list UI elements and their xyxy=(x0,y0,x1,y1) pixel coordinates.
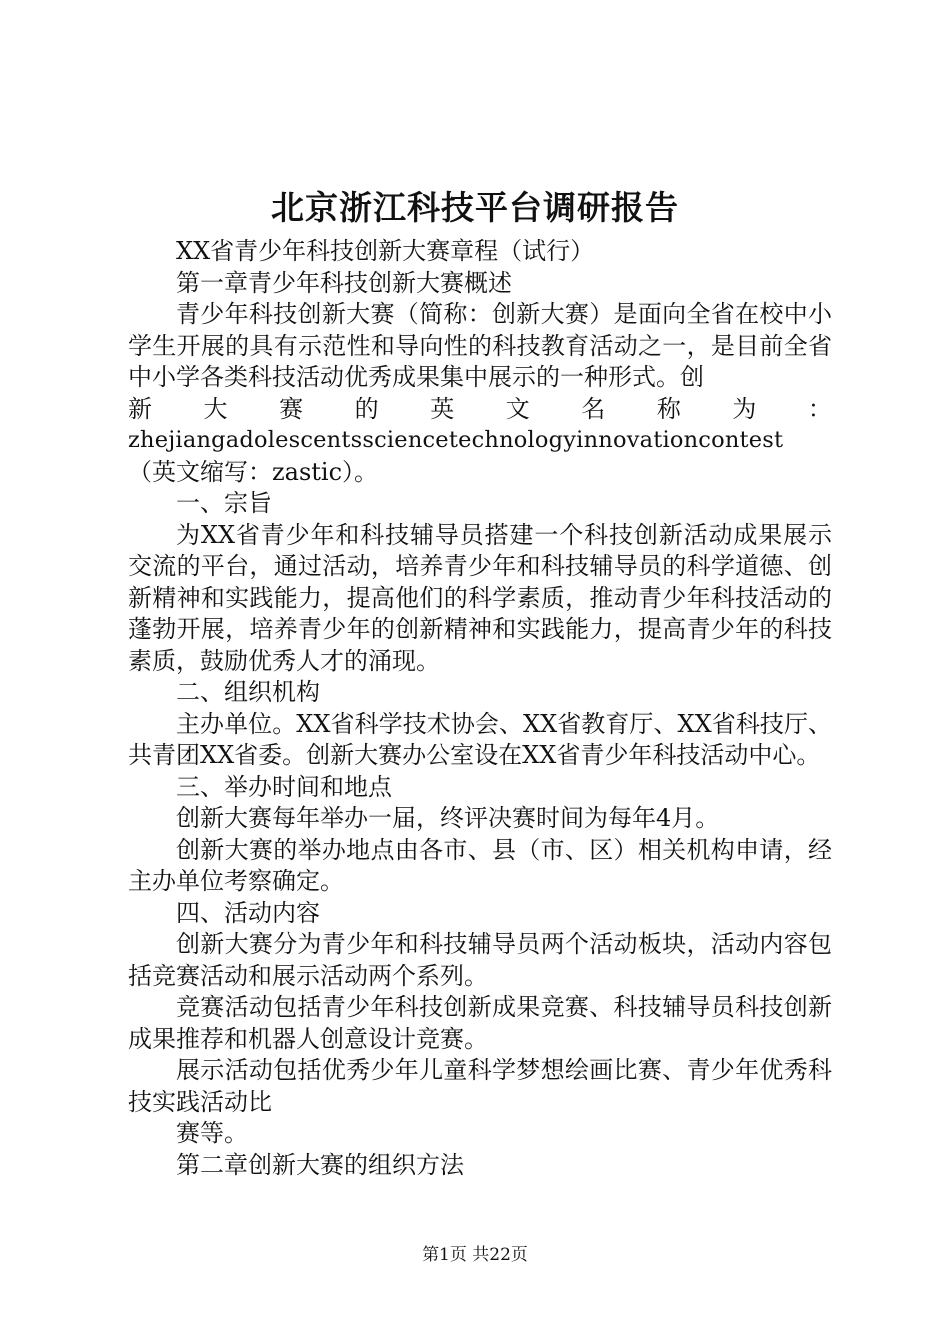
spread-char: 的 xyxy=(354,394,379,423)
paragraph-exhibition-end: 赛等。 xyxy=(176,1119,248,1147)
paragraph-time: 创新大赛每年举办一届，终评决赛时间为每年4月。 xyxy=(176,804,720,832)
spread-char: 英 xyxy=(430,394,455,423)
paragraph-place: 创新大赛的举办地点由各市、县（市、区）相关机构申请，经主办单位考察确定。 xyxy=(128,835,832,895)
paragraph-rules-title: XX省青少年科技创新大赛章程（试行） xyxy=(176,237,595,265)
paragraph-exhibition: 展示活动包括优秀少年儿童科学梦想绘画比赛、青少年优秀科技实践活动比 xyxy=(128,1056,832,1116)
paragraph-purpose: 为XX省青少年和科技辅导员搭建一个科技创新活动成果展示交流的平台，通过活动，培养青少年和科技辅导员的科学道德、创新精神和实践能力，提高他们的科学素质，推动青少年科技活动的蓬勃开展，培养青少年的创新精神和实践能力，提高青少年的科技素质，鼓励优秀人才的涌现。 xyxy=(128,520,832,675)
paragraph-chapter-2-heading: 第二章创新大赛的组织方法 xyxy=(176,1150,464,1179)
spread-char: 赛 xyxy=(279,394,304,423)
paragraph-english-name-line xyxy=(128,394,832,426)
paragraph-content: 创新大赛分为青少年和科技辅导员两个活动板块，活动内容包括竞赛活动和展示活动两个系列。 xyxy=(128,930,832,990)
paragraph-overview: 青少年科技创新大赛（简称：创新大赛）是面向全省在校中小学生开展的具有示范性和导向性的科技教育活动之一，是目前全省中小学各类科技活动优秀成果集中展示的一种形式。创 xyxy=(128,300,832,391)
section-heading-organization: 二、组织机构 xyxy=(176,678,320,706)
section-heading-purpose: 一、宗旨 xyxy=(176,489,272,517)
spread-char: 称 xyxy=(656,394,681,423)
paragraph-english-abbr: （英文缩写：zastic）。 xyxy=(128,457,379,486)
paragraph-organization: 主办单位。XX省科学技术协会、XX省教育厅、XX省科技厅、共青团XX省委。创新大赛办公室设在XX省青少年科技活动中心。 xyxy=(128,709,832,769)
section-heading-time-place: 三、举办时间和地点 xyxy=(176,772,392,801)
spread-char: 大 xyxy=(203,394,228,423)
document-body xyxy=(128,236,832,1181)
spread-char: 名 xyxy=(581,394,606,423)
page-number: 第1页 共22页 xyxy=(422,1245,528,1265)
paragraph-competition: 竞赛活动包括青少年科技创新成果竞赛、科技辅导员科技创新成果推荐和机器人创意设计竞赛。 xyxy=(128,993,832,1053)
spread-char: 新 xyxy=(128,394,152,423)
spread-char: 为 xyxy=(732,394,757,423)
section-heading-content: 四、活动内容 xyxy=(176,898,320,927)
document-title: 北京浙江科技平台调研报告 xyxy=(271,188,679,227)
spread-char: ： xyxy=(807,394,832,423)
paragraph-chapter-1-heading: 第一章青少年科技创新大赛概述 xyxy=(176,268,512,297)
paragraph-english-name: zhejiangadolescentssciencetechnologyinnovationcontest xyxy=(128,427,784,453)
spread-char: 文 xyxy=(505,394,530,423)
